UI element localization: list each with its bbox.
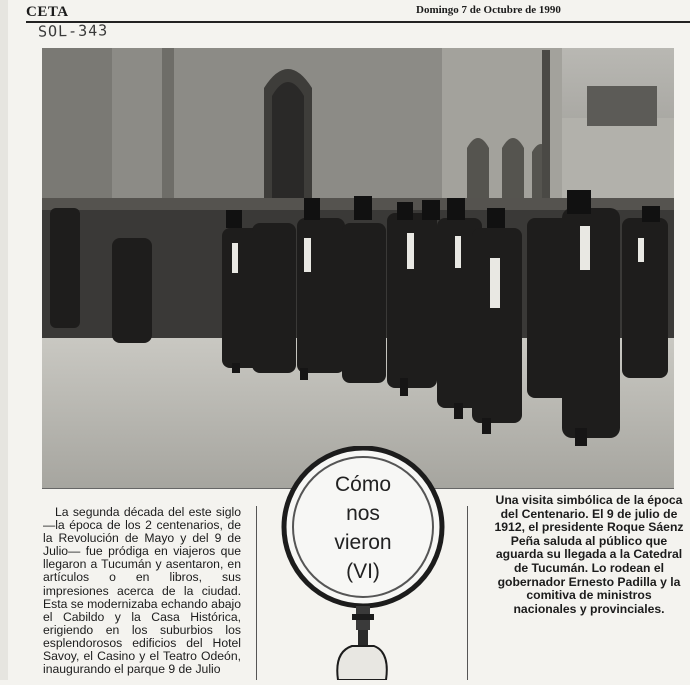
title-line-2: nos [346, 502, 380, 525]
title-line-1: Cómo [334, 473, 392, 496]
publication-date: Domingo 7 de Octubre de 1990 [416, 4, 561, 16]
section-title [284, 470, 442, 586]
page-edge [0, 0, 8, 680]
header-rule [26, 21, 690, 23]
title-line-3: vieron [334, 531, 392, 554]
photo-caption: Una visita simbólica de la época del Centenario. El 9 de julio de 1912, el presidente Roque Sáenz Peña saluda al público que aguarda su llegada a la Catedral de Tucumán. Lo rodean el gobernador Ernesto Padilla y la comitiva de ministros nacionales y provinciales. [494, 493, 684, 616]
title-line-4: (VI) [346, 560, 380, 583]
historic-photograph [42, 48, 674, 489]
archive-annotation: SOL-343 [37, 21, 109, 41]
article-body: La segunda década del este siglo —la época de los 2 centenarios, de la Revolución de Mayo y del 9 de Julio— fue pródiga en viajeros que llegaron a Tucumán y asentaron, en artículos o en libros, sus impresiones acerca de la ciudad. Esta se modernizaba echando abajo el Cabildo y la Casa Histórica, erigiendo en los suburbios los esplendorosos edificios del Hotel Savoy, el Casino y el Teatro Odeón, inaugurando el parque 9 de Julio [43, 505, 241, 677]
publication-name: CETA [26, 4, 69, 20]
